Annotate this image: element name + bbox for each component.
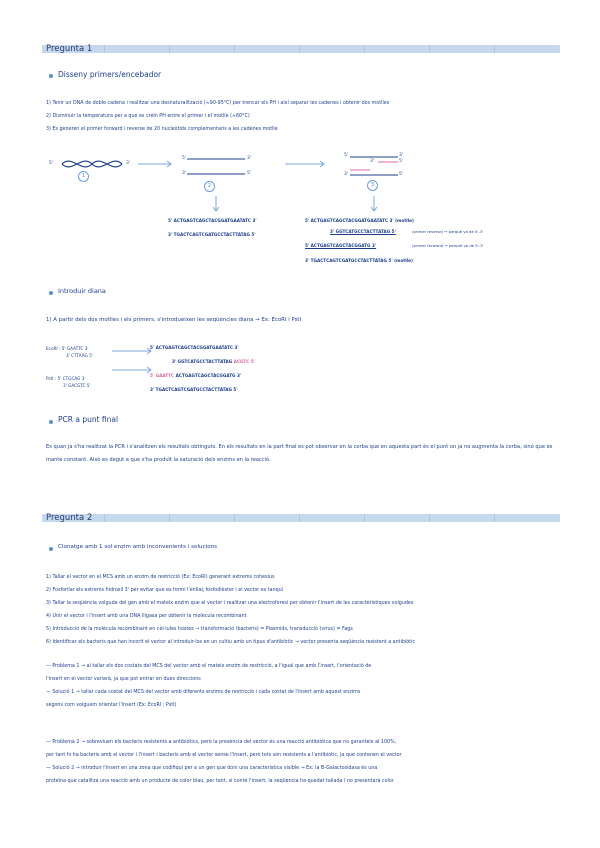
seq-a2: 3' TGACTCAGTCGATGCCTACTTATAG 5' — [168, 232, 256, 237]
q2-problem-line-5: — Problema 2 → sobreviuen els bacteris resistents a antibiòtics, però la presència del vector és una reacció antibiòtica que no garanteix al 100%, — [46, 740, 397, 745]
q1-title: Pregunta 1 — [46, 44, 93, 54]
s3-bot-l: 3' — [344, 172, 349, 177]
q2-problem-line-7: — Solució 2 → introduir l'insert en una zona que codifiqui per a un gen que doni una característica visible → Ex: la B-Galactosidasa és una — [46, 766, 378, 771]
seq-b2-note: (primer reverse) → perquè va de 5'-3' — [412, 229, 484, 234]
s3-bot-r: 5' — [399, 172, 404, 177]
seq-b4: 3' TGACTCAGTCGATGCCTACTTATAG 5' (motlle) — [305, 258, 413, 263]
seq-a1: 5' ACTGAGTCAGCTACGGATGAATATC 3' — [168, 218, 257, 223]
dna-right-label: 3' — [126, 161, 131, 166]
step-3-circle: 3 — [367, 180, 378, 191]
seq-b1: 5' ACTGAGTCAGCTACGGATGAATATC 3' (motlle) — [305, 218, 414, 223]
q1-s1-line-3: 3) Es generen el primer forward i reverse de 20 nucleòtids complementaris a les cadenes motlle — [46, 127, 278, 132]
seq-b3-note: (primer forward) → perquè va de 5'-3' — [412, 243, 484, 248]
bullet-icon — [49, 420, 53, 424]
s3-mid-l: 3' — [370, 159, 375, 164]
step-2-circle: 2 — [204, 181, 215, 192]
s2-top-l: 5' — [182, 156, 187, 161]
ecori-label: EcoRI : 5' GAATTC 3' — [46, 346, 89, 351]
q2-title: Pregunta 2 — [46, 513, 93, 523]
s3-top-l: 5' — [344, 153, 349, 158]
diana-r3 — [150, 373, 241, 379]
seq-b2: 3' GGTCATGCCTACTTATAG 5' — [330, 229, 396, 234]
diana-r3-site: 5' GAATTC — [150, 373, 175, 378]
q2-step-2: 2) Fosforilar els extrems hidroxil 3' per evitar que es formi l'enllaç fosfodièster i el vector es tanqui — [46, 588, 284, 593]
s3-mid-r: 5' — [399, 159, 404, 164]
q2-problem-line-8: proteïna que catalitza una reacció amb un producte de color blau, per tant, si conté l'insert, la seqüència ha quedat tallada i no presentarà color — [46, 779, 394, 784]
bullet-icon — [49, 547, 53, 551]
q1-s2-line: 1) A partir dels dos motlles i els primers, s'introdueixen les seqüències diana → Ex: EcoRI i PstI — [46, 317, 302, 323]
diana-r2-pre: 3' GGTCATGCCTACTTATAG — [172, 359, 233, 364]
q1-s1-heading: Disseny primers/encebador — [58, 70, 162, 79]
s3-top-r: 3' — [399, 153, 404, 158]
q2-problem-line-1: — Problema 1 → al tallar els dos costats del MCS del vector amb el mateix enzim de restricció, a l'igual que amb l'insert, l'orientació de — [46, 664, 372, 669]
s2-top-r: 3' — [247, 156, 252, 161]
dna-left-label: 5' — [49, 161, 54, 166]
q1-s1-line-1: 1) Tenir un DNA de doble cadena i realitzar una desnaturalització (≈90-95°C) per trencar els PH i així separar les cadenes i obtenir dos motlles — [46, 101, 390, 106]
dna-diagram — [40, 150, 410, 220]
q2-step-3: 3) Tallar la seqüència volguda del gen amb el mateix enzim que el vector i realitzar una electroforesi per obtenir l'insert de les característiques volgudes — [46, 601, 414, 606]
s2-bot-l: 3' — [182, 171, 187, 176]
q2-problem-line-6: per tant hi ha bacteris amb el vector i l'insert i bacteris amb el vector sense l'insert, però tots són resistents a l'antibiòtic, ja que contenen el vector — [46, 753, 402, 758]
q2-problem-line-3: — Solució 1 → tallar cada costat del MCS del vector amb diferents enzims de restricció i cada costat de l'insert amb aquest enzims — [46, 690, 361, 695]
q1-s3-heading: PCR a punt final — [58, 415, 119, 424]
q2-step-6: 6) Identificar els bacteris que han incorit el vector al introduir-los en un cultiu amb un tipus d'antibiòtic → vector presenta seqüència resistent a antibiòtic — [46, 640, 416, 645]
ecori-comp: 3' CTTAAG 5' — [66, 353, 93, 358]
seq-b3: 5' ACTGAGTCAGCTACGGATG 3' — [305, 243, 377, 248]
step-1-circle: 1 — [78, 171, 89, 182]
diana-r3-post: ACTGAGTCAGCTACGGATG 3' — [175, 373, 242, 378]
bullet-icon — [49, 74, 53, 78]
psti-label: PstI : 5' CTGCAG 3' — [46, 376, 86, 381]
q1-s2-heading: Introduir diana — [58, 287, 106, 295]
q1-s1-line-2: 2) Disminuir la temperatura per a que es creïn PH entre el primer i el motlle (≈60°C) — [46, 114, 250, 119]
q2-step-4: 4) Unir el vector i l'insert amb una DNA lligasa per obtenir la molècula recombinant — [46, 614, 247, 619]
q2-heading: Clonatge amb 1 sol enzim amb inconvenients i solucions — [58, 544, 218, 550]
diana-r1: 5' ACTGAGTCAGCTACGGATGAATATC 3' — [150, 345, 239, 350]
s2-bot-r: 5' — [247, 171, 252, 176]
diana-r4: 3' TGACTCAGTCGATGCCTACTTATAG 5' — [150, 387, 238, 392]
psti-comp: 3' GACGTC 5' — [63, 383, 91, 388]
section-bar-q1 — [42, 45, 560, 53]
q1-s3-paragraph: Es quan ja s'ha realitzat la PCR i s'analitzen els resultats obtinguts. En els resultats en la part final es pot observar en la corba que en aquesta part és el punt on ja no augmenta la corba, sinó que es manté constant. Això es degut a que s'ha produït la saturació dels enzims en la reacció. — [46, 444, 553, 463]
q2-problem-line-2: l'insert en el vector variarà, ja que pot entrar en dues direccions — [46, 677, 201, 682]
diana-r2 — [172, 359, 255, 365]
section-bar-q2 — [42, 514, 560, 522]
q2-step-5: 5) Introducció de la molècula recombinant en cèl·lules hostes → transformació (bacteris) = Plasmids, transducció (virus) = Fags — [46, 627, 353, 632]
bullet-icon — [49, 291, 53, 295]
q2-step-1: 1) Tallar el vector en el MCS amb un enzim de restricció (Ex: EcoRI) generant extrems cohesius — [46, 575, 275, 580]
diana-r2-site: ACGTC 5' — [233, 359, 255, 364]
q2-problem-line-4: segons com volguem orientar l'insert (Ex: EcoRI ; PstI) — [46, 703, 177, 708]
